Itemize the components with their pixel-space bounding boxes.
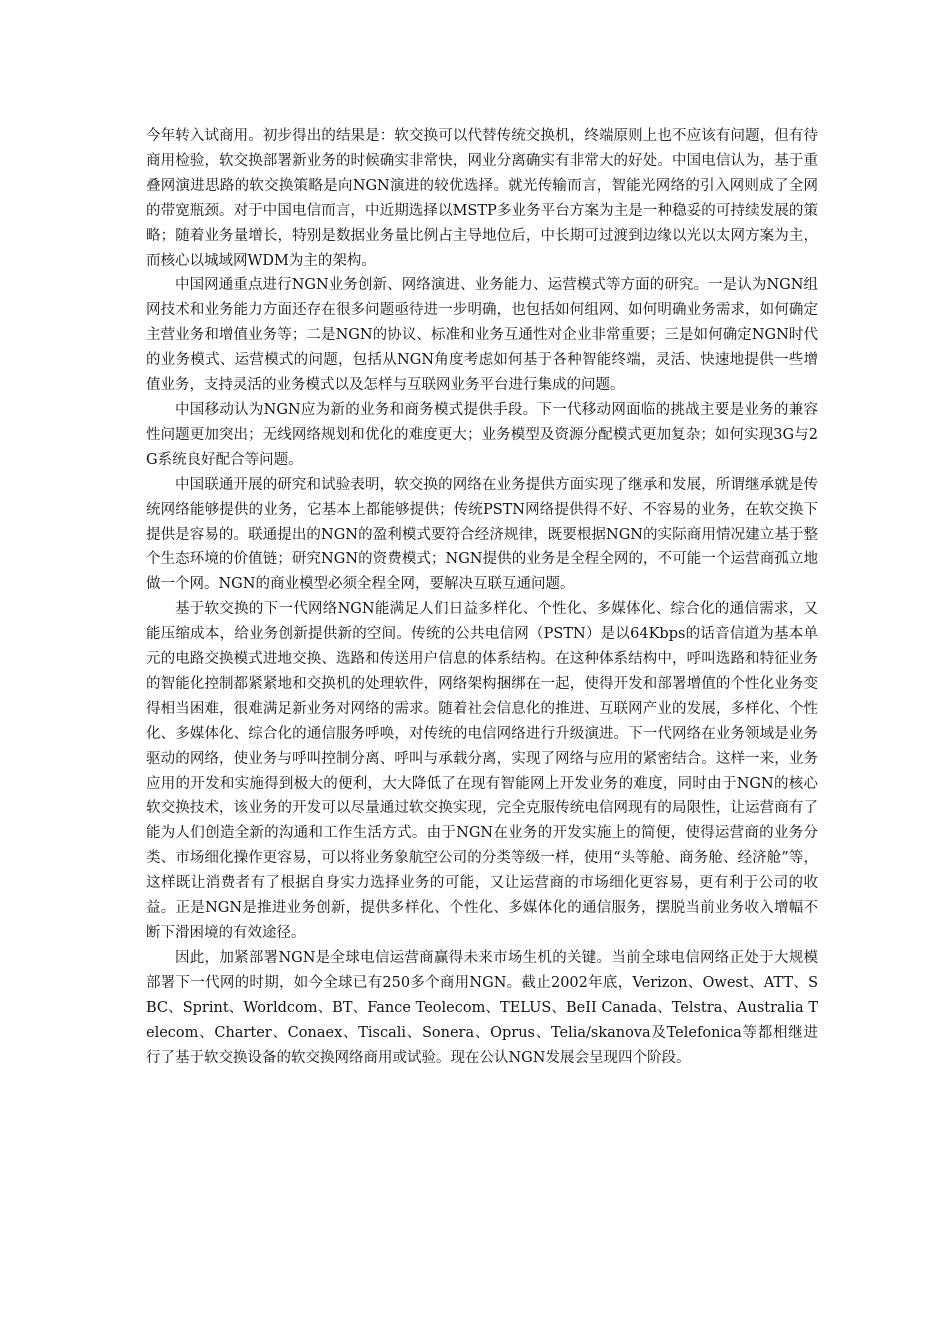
- paragraph-mobile: 中国移动认为NGN应为新的业务和商务模式提供手段。下一代移动网面临的挑战主要是业务的兼容性问题更加突出；无线网络规划和优化的难度更大；业务模型及资源分配模式更加复杂；如何实现3G与2G系统良好配合等问题。: [146, 401, 818, 468]
- paragraph-global-deployment: 因此，加紧部署NGN是全球电信运营商赢得未来市场生机的关键。当前全球电信网络正处于大规模部署下一代网的时期，如今全球已有250多个商用NGN。截止2002年底，Verizon、Owest、ATT、SBC、Sprint、Worldcom、BT、Fance Teolecom、TELUS、BeII Canada、Telstra、Australia Telecom、Charter、Conaex、Tiscali、Sonera、Oprus、Telia/skanova及Telefonica等都相继进行了基于软交换设备的软交换网络商用或试验。现在公认NGN发展会呈现四个阶段。: [146, 949, 818, 1066]
- paragraph-softswitch-ngn: 基于软交换的下一代网络NGN能满足人们日益多样化、个性化、多媒体化、综合化的通信需求，又能压缩成本，给业务创新提供新的空间。传统的公共电信网（PSTN）是以64Kbps的话音信道为基本单元的电路交换模式进地交换、选路和传送用户信息的体系结构。在这种体系结构中，呼叫选路和特征业务的智能化控制都紧紧地和交换机的处理软件，网络架构捆绑在一起，使得开发和部署增值的个性化业务变得相当困难，很难满足新业务对网络的需求。随着社会信息化的推进、互联网产业的发展，多样化、个性化、多媒体化、综合化的通信服务呼唤，对传统的电信网络进行升级演进。下一代网络在业务领域是业务驱动的网络，使业务与呼叫控制分离、呼叫与承载分离，实现了网络与应用的紧密结合。这样一来，业务应用的开发和实施得到极大的便利，大大降低了在现有智能网上开发业务的难度，同时由于NGN的核心软交换技术，该业务的开发可以尽量通过软交换实现，完全克服传统电信网现有的局限性，让运营商有了能为人们创造全新的沟通和工作生活方式。由于NGN在业务的开发实施上的简便，使得运营商的业务分类、市场细化操作更容易，可以将业务象航空公司的分类等级一样，使用“头等舱、商务舱、经济舱”等，这样既让消费者有了根据自身实力选择业务的可能，又让运营商的市场细化更容易，更有利于公司的收益。正是NGN是推进业务创新，提供多样化、个性化、多媒体化的通信服务，摆脱当前业务收入增幅不断下滑困境的有效途径。: [146, 601, 818, 941]
- paragraph-telecom: 今年转入试商用。初步得出的结果是：软交换可以代替传统交换机，终端原则上也不应该有问题，但有待商用检验，软交换部署新业务的时候确实非常快，网业分离确实有非常大的好处。中国电信认为，基于重叠网演进思路的软交换策略是向NGN演进的较优选择。就光传输而言，智能光网络的引入网则成了全网的带宽瓶颈。对于中国电信而言，中近期选择以MSTP多业务平台方案为主是一种稳妥的可持续发展的策略；随着业务量增长，特别是数据业务量比例占主导地位后，中长期可过渡到边缘以光以太网方案为主，而核心以城域网WDM为主的架构。: [146, 128, 818, 269]
- document-page: [146, 124, 818, 1070]
- paragraph-unicom: 中国联通开展的研究和试验表明，软交换的网络在业务提供方面实现了继承和发展，所谓继承就是传统网络能够提供的业务，它基本上都能够提供；传统PSTN网络提供得不好、不容易的业务，在软交换下提供是容易的。联通提出的NGN的盈利模式要符合经济规律，既要根据NGN的实际商用情况建立基于整个生态环境的价值链；研究NGN的资费模式；NGN提供的业务是全程全网的，不可能一个运营商孤立地做一个网。NGN的商业模型必须全程全网，要解决互联互通问题。: [146, 476, 818, 593]
- paragraph-netcom: 中国网通重点进行NGN业务创新、网络演进、业务能力、运营模式等方面的研究。一是认为NGN组网技术和业务能力方面还存在很多问题亟待进一步明确，也包括如何组网、如何明确业务需求，如何确定主营业务和增值业务等；二是NGN的协议、标准和业务互通性对企业非常重要；三是如何确定NGN时代的业务模式、运营模式的问题，包括从NGN角度考虑如何基于各种智能终端，灵活、快速地提供一些增值业务，支持灵活的业务模式以及怎样与互联网业务平台进行集成的问题。: [146, 277, 818, 394]
